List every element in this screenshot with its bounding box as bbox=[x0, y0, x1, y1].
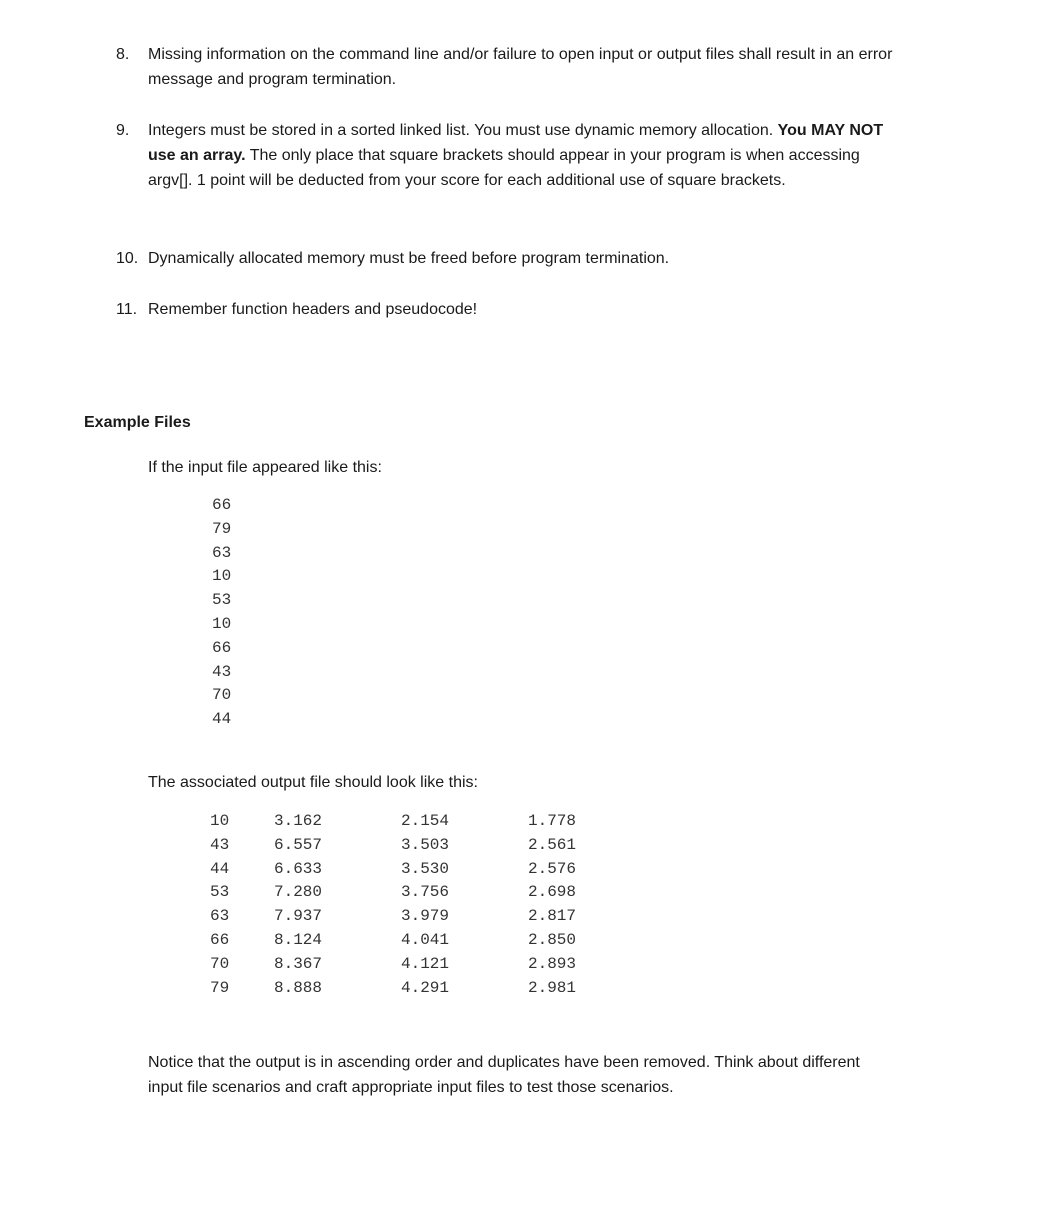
table-cell: 8.367 bbox=[274, 954, 323, 973]
list-number: 8. bbox=[116, 46, 130, 63]
table-cell: 8.124 bbox=[274, 930, 323, 949]
table-row bbox=[210, 881, 608, 905]
list-item-text: Remember function headers and pseudocode! bbox=[148, 301, 478, 318]
table-cell: 2.561 bbox=[528, 835, 577, 854]
text-run: The only place that square brackets should appear in your program is when accessing argv[]. 1 point will be deducted from your score for each additional use of square brackets. bbox=[148, 147, 860, 189]
table-cell: 7.937 bbox=[274, 907, 323, 926]
input-value: 63 bbox=[212, 543, 232, 562]
output-file-table bbox=[210, 810, 608, 1000]
list-item-10 bbox=[116, 246, 896, 271]
table-cell: 3.979 bbox=[401, 907, 450, 926]
table-cell: 10 bbox=[210, 812, 230, 830]
list-item-text: Missing information on the command line and/or failure to open input or output files shall result in an error message and program termination. bbox=[148, 46, 893, 88]
table-cell: 3.503 bbox=[401, 835, 450, 854]
table-row bbox=[210, 977, 608, 1001]
list-item-9 bbox=[116, 118, 896, 193]
table-cell: 6.633 bbox=[274, 859, 323, 878]
table-cell: 2.850 bbox=[528, 930, 577, 949]
table-cell: 4.041 bbox=[401, 930, 450, 949]
list-item-11 bbox=[116, 297, 896, 322]
bold-warning: You MAY NOT use an array. bbox=[148, 122, 884, 164]
table-cell: 79 bbox=[210, 978, 230, 997]
table-cell: 53 bbox=[210, 883, 230, 902]
input-value: 66 bbox=[212, 638, 232, 657]
list-number: 10. bbox=[116, 250, 139, 267]
input-value: 10 bbox=[212, 567, 232, 586]
table-cell: 7.280 bbox=[274, 883, 323, 902]
input-value: 44 bbox=[212, 710, 232, 729]
text-run: Integers must be stored in a sorted linked list. You must use dynamic memory allocation. bbox=[148, 122, 778, 139]
input-value: 43 bbox=[212, 662, 232, 681]
input-value: 79 bbox=[212, 519, 232, 538]
table-row bbox=[210, 953, 608, 977]
table-cell: 3.530 bbox=[401, 859, 450, 878]
table-cell: 2.698 bbox=[528, 883, 577, 902]
table-cell: 2.576 bbox=[528, 859, 577, 878]
table-cell: 3.756 bbox=[401, 883, 450, 902]
table-row bbox=[210, 834, 608, 858]
table-cell: 4.291 bbox=[401, 978, 450, 997]
input-value: 66 bbox=[212, 496, 232, 514]
input-file-listing bbox=[212, 494, 231, 732]
table-cell: 2.817 bbox=[528, 907, 577, 926]
table-cell: 3.162 bbox=[274, 812, 323, 830]
list-number: 9. bbox=[116, 122, 130, 139]
notice-paragraph: Notice that the output is in ascending order and duplicates have been removed. Think about different input file scenarios and craft appropriate input files to test those scenarios. bbox=[148, 1054, 860, 1096]
list-number: 11. bbox=[116, 301, 138, 318]
table-cell: 1.778 bbox=[528, 812, 577, 830]
table-cell: 6.557 bbox=[274, 835, 323, 854]
output-intro: The associated output file should look like this: bbox=[148, 774, 478, 791]
table-cell: 4.121 bbox=[401, 954, 450, 973]
list-item-text bbox=[148, 118, 896, 193]
table-cell: 8.888 bbox=[274, 978, 323, 997]
table-cell: 2.893 bbox=[528, 954, 577, 973]
table-cell: 70 bbox=[210, 954, 230, 973]
input-value: 70 bbox=[212, 686, 232, 705]
table-cell: 43 bbox=[210, 835, 230, 854]
list-item-text: Dynamically allocated memory must be freed before program termination. bbox=[148, 250, 670, 267]
table-cell: 2.981 bbox=[528, 978, 577, 997]
table-row bbox=[210, 929, 608, 953]
table-cell: 66 bbox=[210, 930, 230, 949]
table-row bbox=[210, 810, 608, 834]
list-item-8 bbox=[116, 42, 896, 92]
table-cell: 44 bbox=[210, 859, 230, 878]
input-value: 10 bbox=[212, 614, 232, 633]
table-cell: 2.154 bbox=[401, 812, 450, 830]
table-row bbox=[210, 858, 608, 882]
input-value: 53 bbox=[212, 591, 232, 610]
table-cell: 63 bbox=[210, 907, 230, 926]
input-intro: If the input file appeared like this: bbox=[148, 459, 382, 476]
table-row bbox=[210, 905, 608, 929]
section-heading: Example Files bbox=[84, 414, 191, 431]
